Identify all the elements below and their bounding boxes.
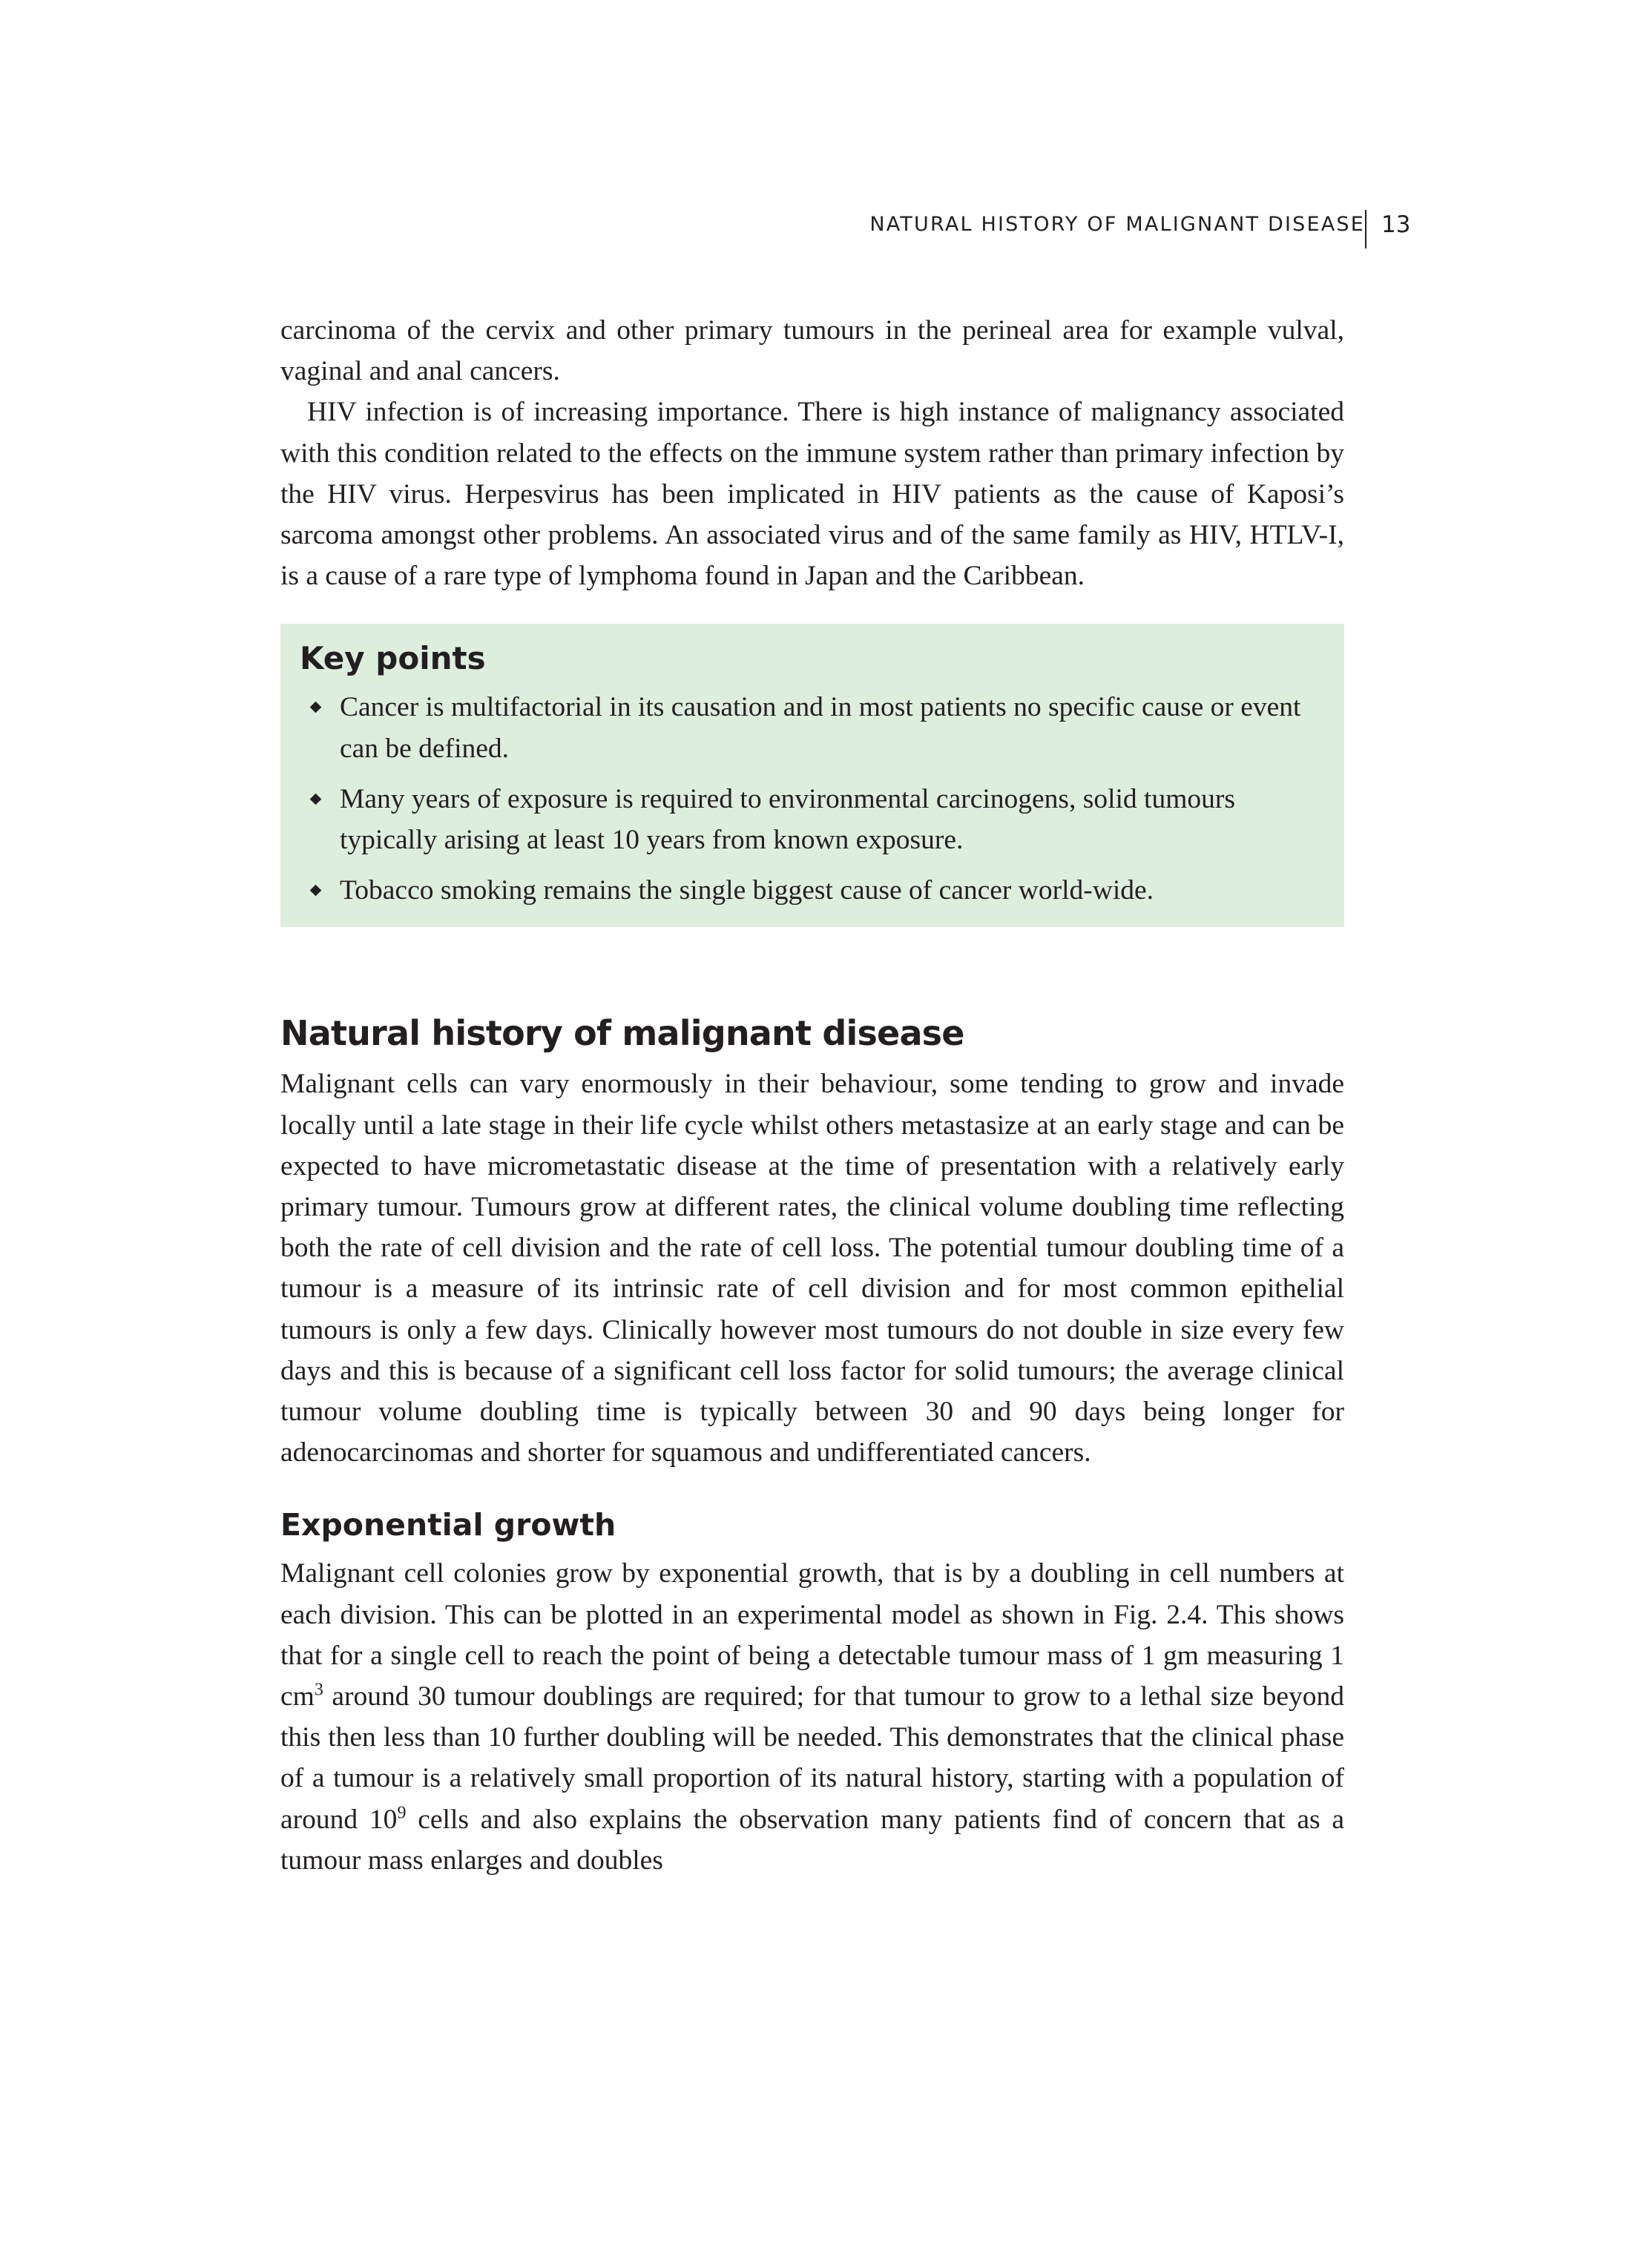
diamond-bullet-icon — [310, 702, 322, 713]
diamond-bullet-icon — [310, 885, 322, 897]
key-point-item — [300, 687, 1325, 768]
subsection-heading-exponential-growth: Exponential growth — [280, 1507, 616, 1543]
text-column — [280, 310, 1344, 1881]
exponential-text-part-2: around 30 tumour doublings are required; for that tumour to grow to a lethal size beyond this then less than 10 further doubling will be needed. This demonstrates that the clinical phase of a tumour is a relatively small proportion of its natural history, starting with a population of around 10 — [280, 1681, 1344, 1835]
intro-paragraph-1: carcinoma of the cervix and other primary tumours in the perineal area for example vulval, vaginal and anal cancers. — [280, 315, 1344, 387]
key-points-list — [300, 687, 1325, 911]
superscript-exponent: 9 — [397, 1803, 407, 1823]
running-head-title: NATURAL HISTORY OF MALIGNANT DISEASE — [869, 213, 1365, 236]
superscript-exponent: 3 — [314, 1680, 323, 1700]
key-point-text: Cancer is multifactorial in its causation and in most patients no specific cause or event can be defined. — [340, 692, 1301, 764]
page-number: 13 — [1381, 211, 1411, 238]
exponential-text-part-1: Malignant cell colonies grow by exponential growth, that is by a doubling in cell numbers at each division. This can be plotted in an experimental model as shown in Fig. 2.4. This shows that for a single cell to reach the point of being a detectable tumour mass of 1 gm measuring 1 cm — [280, 1558, 1344, 1712]
section-heading-natural-history: Natural history of malignant disease — [280, 1013, 964, 1054]
key-point-text: Many years of exposure is required to environmental carcinogens, solid tumours typically arising at least 10 years from known exposure. — [340, 783, 1235, 856]
key-point-item — [300, 870, 1325, 911]
running-head-divider — [1365, 210, 1366, 248]
intro-paragraph-hiv: HIV infection is of increasing importance. There is high instance of malignancy associated with this condition related to the effects on the immune system rather than primary infection by the HIV virus. Herpesvirus has been implicated in HIV patients as the cause of Kaposi’s sarcoma amongst other problems. An associated virus and of the same family as HIV, HTLV-I, is a cause of a rare type of lymphoma found in Japan and the Caribbean. — [280, 397, 1344, 592]
exponential-text-part-3: cells and also explains the observation many patients find of concern that as a tumour mass enlarges and doubles — [280, 1804, 1344, 1876]
exponential-growth-paragraph — [280, 1553, 1344, 1881]
key-point-item — [300, 779, 1325, 860]
key-points-box — [280, 624, 1344, 927]
key-point-text: Tobacco smoking remains the single biggest cause of cancer world-wide. — [340, 875, 1154, 906]
natural-history-paragraph: Malignant cells can vary enormously in their behaviour, some tending to grow and invade locally until a late stage in their life cycle whilst others metastasize at an early stage and can be expected to have micrometastatic disease at the time of presentation with a relatively early primary tumour. Tumours grow at different rates, the clinical volume doubling time reflecting both the rate of cell division and the rate of cell loss. The potential tumour doubling time of a tumour is a measure of its intrinsic rate of cell division and for most common epithelial tumours is only a few days. Clinically however most tumours do not double in size every few days and this is because of a significant cell loss factor for solid tumours; the average clinical tumour volume doubling time is typically between 30 and 90 days being longer for adenocarcinomas and shorter for squamous and undifferentiated cancers. — [280, 1069, 1344, 1468]
diamond-bullet-icon — [310, 794, 322, 805]
running-head — [861, 210, 1421, 248]
key-points-title: Key points — [300, 640, 486, 677]
